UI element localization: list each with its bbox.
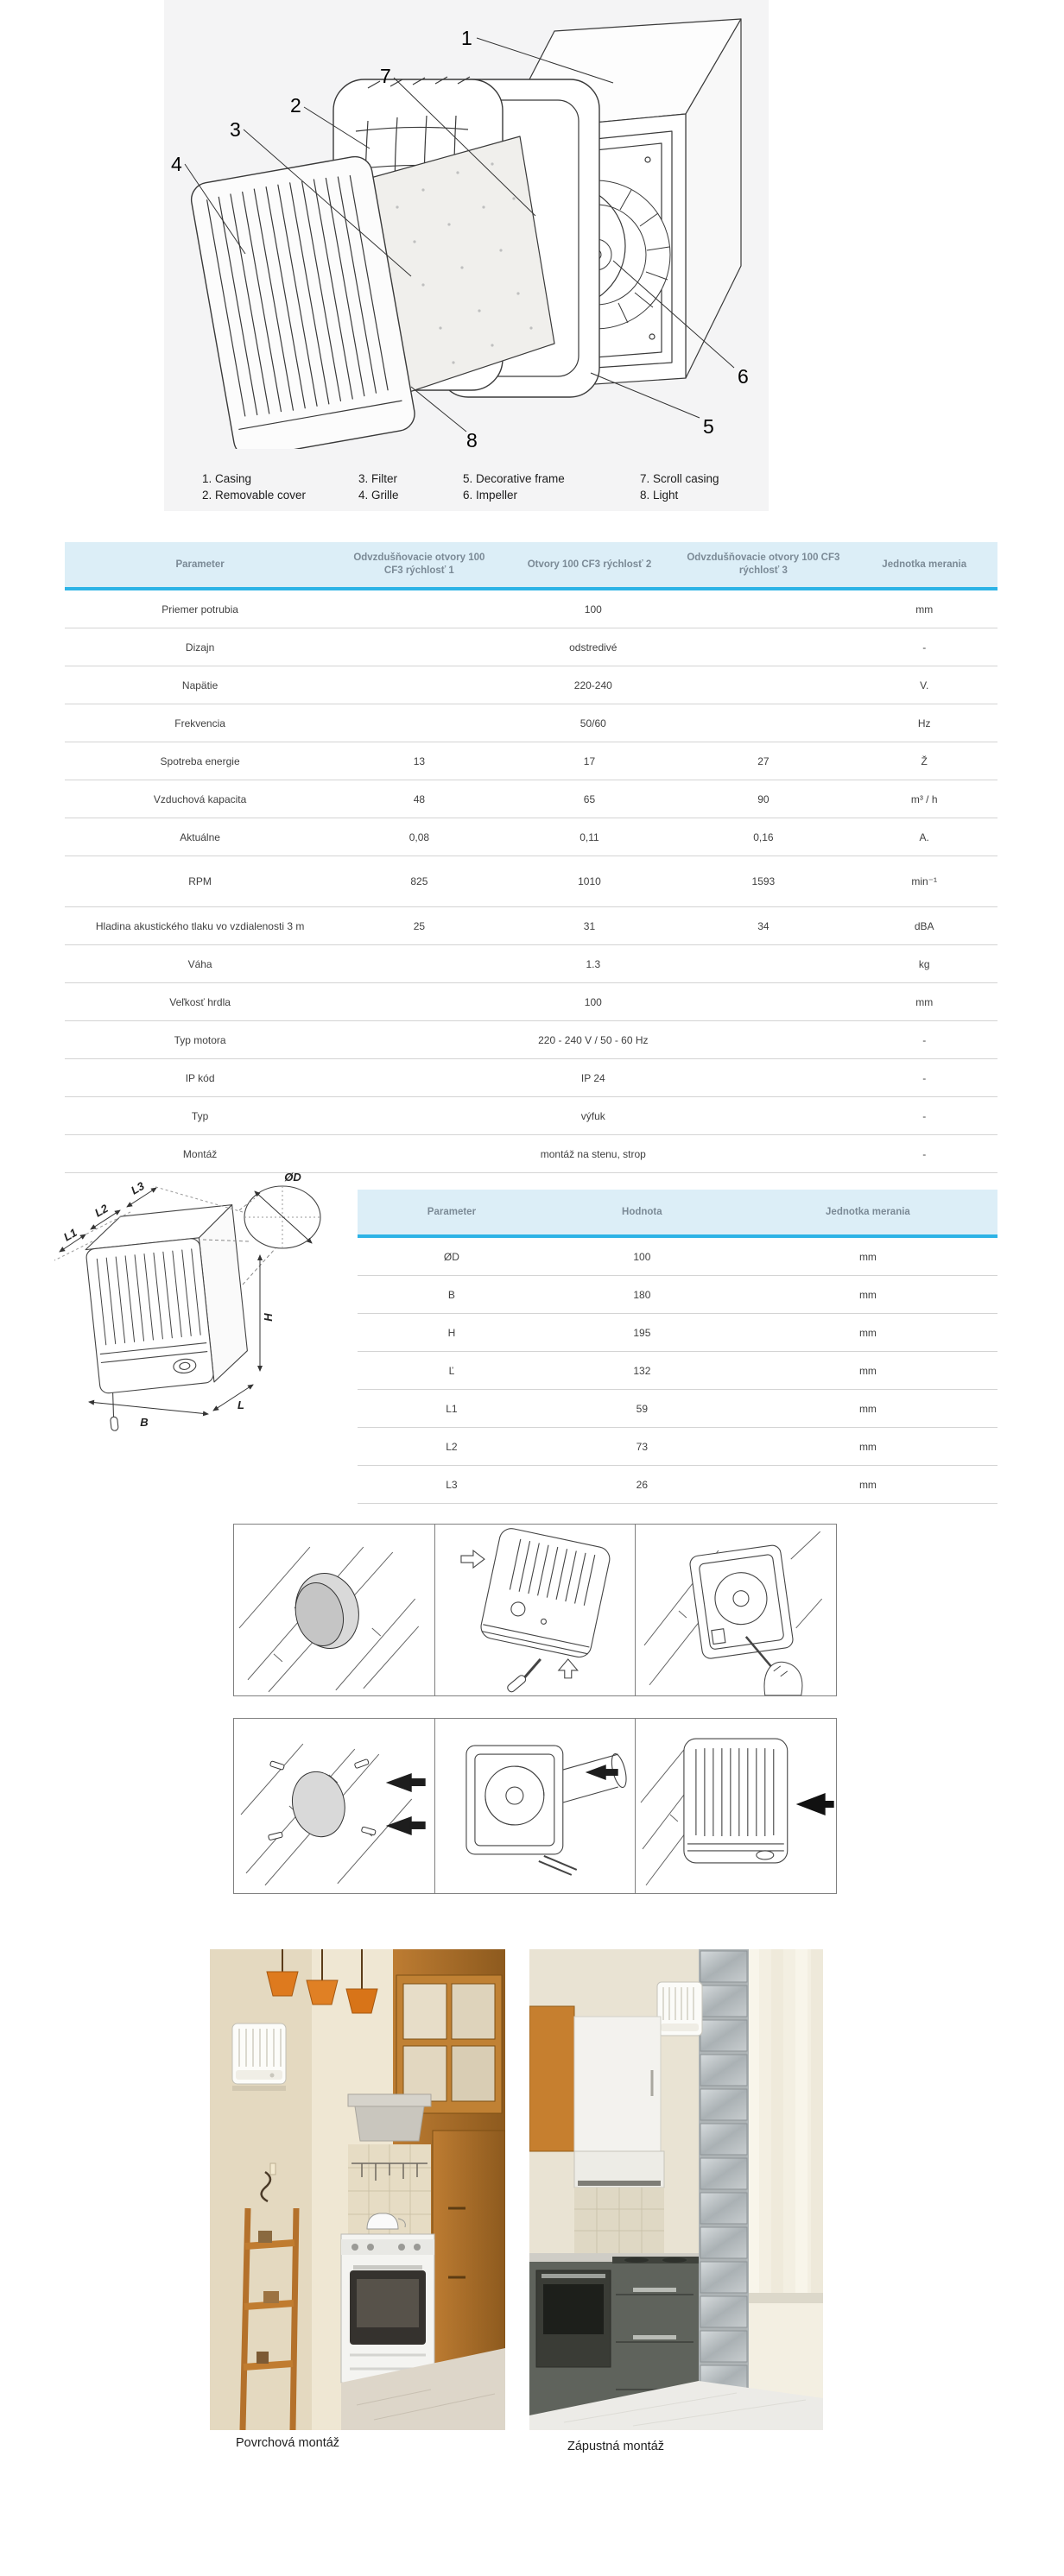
installation-steps-row-2 — [233, 1718, 837, 1894]
part-number-2: 2 — [290, 94, 301, 117]
spec-row — [65, 856, 998, 907]
table-cell: 0,11 — [504, 818, 676, 856]
table-cell: mm — [738, 1314, 998, 1352]
table-cell: Spotreba energie — [65, 742, 335, 780]
table-cell: dBA — [851, 907, 998, 945]
caption-recessed-mount: Zápustná montáž — [567, 2440, 665, 2453]
photo-surface-mount-art — [210, 1949, 505, 2430]
table-cell: 1.3 — [335, 945, 851, 983]
dimension-row — [358, 1276, 998, 1314]
spec-row — [65, 818, 998, 856]
part-number-5: 5 — [703, 415, 714, 438]
mounted-fan — [232, 2024, 286, 2091]
spec-row — [65, 628, 998, 666]
installation-steps-row-1 — [233, 1524, 837, 1696]
column-header: Parameter — [65, 542, 335, 589]
table-cell: Aktuálne — [65, 818, 335, 856]
legend-column — [640, 470, 719, 503]
table-cell: V. — [851, 666, 998, 704]
dimensions-table-header — [358, 1190, 998, 1236]
dimension-row — [358, 1314, 998, 1352]
dim-label-l3: L3 — [129, 1179, 147, 1197]
table-cell: 180 — [546, 1276, 738, 1314]
spec-table — [65, 542, 998, 1173]
dimension-drawing — [48, 1155, 350, 1436]
dim-label-b: B — [140, 1416, 149, 1429]
dim-label-l2: L2 — [92, 1202, 111, 1220]
install-step-anchors — [234, 1719, 434, 1893]
table-cell: 73 — [546, 1428, 738, 1466]
table-cell: IP 24 — [335, 1059, 851, 1097]
table-cell: H — [358, 1314, 546, 1352]
spec-row — [65, 1097, 998, 1135]
table-cell: 26 — [546, 1466, 738, 1504]
table-cell: L1 — [358, 1390, 546, 1428]
table-cell: Ž — [851, 742, 998, 780]
table-cell: 13 — [335, 742, 503, 780]
table-cell: - — [851, 1059, 998, 1097]
table-cell: 100 — [335, 983, 851, 1021]
dim-label-l1: L1 — [61, 1226, 79, 1244]
table-cell: 825 — [335, 856, 503, 907]
table-cell: 90 — [675, 780, 851, 818]
part-number-3: 3 — [230, 118, 241, 141]
table-cell: - — [851, 1097, 998, 1135]
table-cell: Váha — [65, 945, 335, 983]
table-cell: 0,08 — [335, 818, 503, 856]
part-number-6: 6 — [738, 365, 749, 388]
table-cell: mm — [738, 1390, 998, 1428]
table-cell: RPM — [65, 856, 335, 907]
table-cell: 132 — [546, 1352, 738, 1390]
table-cell: 65 — [504, 780, 676, 818]
photo-recessed-mount — [529, 1949, 823, 2430]
table-cell: 195 — [546, 1314, 738, 1352]
dimension-row — [358, 1466, 998, 1504]
legend-item: 3. Filter — [358, 472, 398, 485]
table-cell: 220-240 — [335, 666, 851, 704]
legend-item: 6. Impeller — [463, 489, 518, 502]
table-cell: Ľ — [358, 1352, 546, 1390]
spec-row — [65, 589, 998, 628]
table-cell: 1593 — [675, 856, 851, 907]
table-cell: výfuk — [335, 1097, 851, 1135]
table-cell: mm — [738, 1428, 998, 1466]
table-cell: Dizajn — [65, 628, 335, 666]
table-cell: 27 — [675, 742, 851, 780]
table-cell: m³ / h — [851, 780, 998, 818]
legend-item: 4. Grille — [358, 489, 399, 502]
table-cell: B — [358, 1276, 546, 1314]
table-cell: 17 — [504, 742, 676, 780]
table-cell: mm — [851, 589, 998, 628]
table-cell: A. — [851, 818, 998, 856]
column-header: Parameter — [358, 1190, 546, 1236]
table-cell: IP kód — [65, 1059, 335, 1097]
table-cell: mm — [738, 1236, 998, 1276]
table-cell: Vzduchová kapacita — [65, 780, 335, 818]
spec-table-header — [65, 542, 998, 589]
table-cell: mm — [738, 1352, 998, 1390]
table-cell: Typ — [65, 1097, 335, 1135]
column-header: Jednotka merania — [851, 542, 998, 589]
table-cell: L2 — [358, 1428, 546, 1466]
table-cell: 31 — [504, 907, 676, 945]
spec-row — [65, 742, 998, 780]
dimension-row — [358, 1236, 998, 1276]
column-header: Otvory 100 CF3 rýchlosť 2 — [504, 542, 676, 589]
legend-item: 2. Removable cover — [202, 489, 307, 502]
table-cell: Priemer potrubia — [65, 589, 335, 628]
table-cell: Hz — [851, 704, 998, 742]
table-cell: 48 — [335, 780, 503, 818]
table-cell: mm — [738, 1276, 998, 1314]
install-step-duct — [434, 1719, 636, 1893]
legend-item: 5. Decorative frame — [463, 472, 565, 485]
table-cell: min⁻¹ — [851, 856, 998, 907]
dim-label-h: H — [262, 1313, 275, 1322]
exploded-diagram-panel — [164, 0, 769, 511]
install-step-hole — [234, 1525, 434, 1695]
spec-row — [65, 983, 998, 1021]
table-cell: kg — [851, 945, 998, 983]
table-cell: mm — [851, 983, 998, 1021]
table-cell: 50/60 — [335, 704, 851, 742]
dimension-row — [358, 1428, 998, 1466]
table-cell: Typ motora — [65, 1021, 335, 1059]
install-step-fit-body — [635, 1525, 836, 1695]
legend-item: 1. Casing — [202, 472, 252, 485]
legend-column — [358, 470, 399, 503]
table-cell: Hladina akustického tlaku vo vzdialenosti 3 m — [65, 907, 335, 945]
dim-label-d: ØD — [284, 1171, 301, 1184]
part-number-8: 8 — [466, 429, 478, 449]
spec-row — [65, 704, 998, 742]
table-cell: L3 — [358, 1466, 546, 1504]
spec-row — [65, 945, 998, 983]
part-number-4: 4 — [171, 153, 182, 175]
column-header: Odvzdušňovacie otvory 100 CF3 rýchlosť 3 — [675, 542, 851, 589]
spec-row — [65, 666, 998, 704]
photo-surface-mount — [210, 1949, 505, 2430]
spec-row — [65, 1059, 998, 1097]
table-cell: Veľkosť hrdla — [65, 983, 335, 1021]
column-header: Hodnota — [546, 1190, 738, 1236]
dimension-row — [358, 1390, 998, 1428]
table-cell: - — [851, 1021, 998, 1059]
legend-column — [463, 470, 565, 503]
table-cell: 34 — [675, 907, 851, 945]
spec-row — [65, 1021, 998, 1059]
table-cell: 0,16 — [675, 818, 851, 856]
table-cell: - — [851, 628, 998, 666]
table-cell: Montáž — [65, 1135, 335, 1173]
spec-row — [65, 780, 998, 818]
caption-surface-mount: Povrchová montáž — [235, 2436, 340, 2450]
table-cell: Napätie — [65, 666, 335, 704]
table-cell: 100 — [546, 1236, 738, 1276]
table-cell: - — [851, 1135, 998, 1173]
table-cell: ØD — [358, 1236, 546, 1276]
install-step-open-cover — [434, 1525, 636, 1695]
mounted-fan — [657, 1982, 702, 2036]
legend-item: 8. Light — [640, 489, 679, 502]
column-header: Odvzdušňovacie otvory 100 CF3 rýchlosť 1 — [335, 542, 503, 589]
column-header: Jednotka merania — [738, 1190, 998, 1236]
table-cell: odstredivé — [335, 628, 851, 666]
table-cell: montáž na stenu, strop — [335, 1135, 851, 1173]
table-cell: 59 — [546, 1390, 738, 1428]
legend-item: 7. Scroll casing — [640, 472, 719, 485]
exploded-diagram-drawing — [164, 0, 769, 449]
table-cell: 1010 — [504, 856, 676, 907]
table-cell: 220 - 240 V / 50 - 60 Hz — [335, 1021, 851, 1059]
table-cell: mm — [738, 1466, 998, 1504]
legend-column — [202, 470, 306, 503]
dimension-row — [358, 1352, 998, 1390]
install-step-close-cover — [635, 1719, 836, 1893]
photo-recessed-mount-art — [529, 1949, 823, 2430]
dimensions-table — [358, 1190, 998, 1504]
table-cell: 25 — [335, 907, 503, 945]
spec-row — [65, 907, 998, 945]
part-number-7: 7 — [380, 65, 391, 87]
part-number-1: 1 — [461, 27, 472, 49]
table-cell: Frekvencia — [65, 704, 335, 742]
table-cell: 100 — [335, 589, 851, 628]
dim-label-l: L — [238, 1398, 244, 1411]
